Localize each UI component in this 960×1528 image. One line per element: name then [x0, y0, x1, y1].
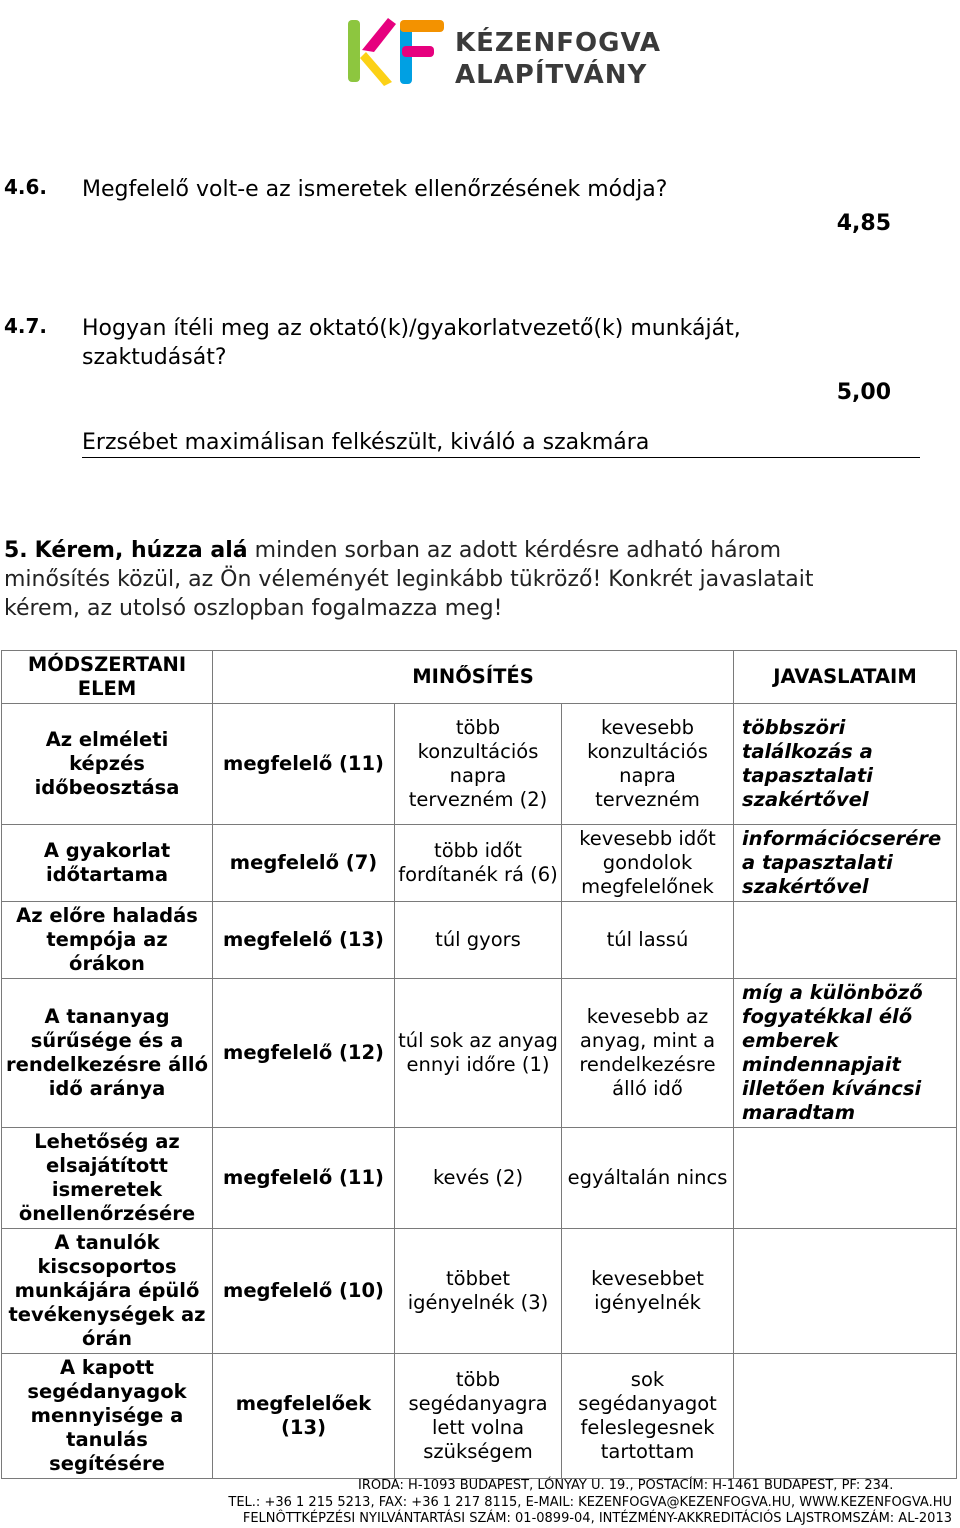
row-rating: megfelelő (12) — [213, 979, 395, 1128]
row-option-1: több segédanyagra lett volna szükségem — [395, 1354, 562, 1479]
row-rating: megfelelőek (13) — [213, 1354, 395, 1479]
row-element: A gyakorlat időtartama — [2, 825, 213, 902]
row-rating: megfelelő (10) — [213, 1229, 395, 1354]
row-option-1: több konzultációs napra tervezném (2) — [395, 704, 562, 825]
table-row — [2, 902, 957, 979]
question-5-intro: 5. Kérem, húzza alá minden sorban az adott kérdésre adható három minősítés közül, az Ön véleményét leginkább tükröző! Konkrét javaslatait kérem, az utolsó oszlopban fogalmazza meg! — [4, 538, 814, 621]
footer-address: IRODA: H-1093 BUDAPEST, LÓNYAY U. 19., POSTACÍM: H-1461 BUDAPEST, PF: 234. — [358, 1478, 894, 1493]
row-element: Az elméleti képzés időbeosztása — [2, 704, 213, 825]
table-header-row — [2, 651, 957, 704]
row-option-1: többet igényelnék (3) — [395, 1229, 562, 1354]
table-row — [2, 1354, 957, 1479]
table-row — [2, 704, 957, 825]
logo-text-line1: KÉZENFOGVA — [455, 28, 661, 58]
row-element: Lehetőség az elsajátított ismeretek önellenőrzésére — [2, 1128, 213, 1229]
row-option-2: kevesebbet igényelnék — [562, 1229, 734, 1354]
row-element: Az előre haladás tempója az órákon — [2, 902, 213, 979]
score-4-7: 5,00 — [836, 380, 891, 405]
header-suggestions: JAVASLATAIM — [734, 651, 957, 704]
question-text-4-7: Hogyan ítéli meg az oktató(k)/gyakorlatvezető(k) munkáját, szaktudását? — [82, 316, 741, 370]
row-rating: megfelelő (7) — [213, 825, 395, 902]
page-footer — [0, 1478, 960, 1528]
row-rating: megfelelő (11) — [213, 704, 395, 825]
row-suggestion — [734, 1229, 957, 1354]
header-element: MÓDSZERTANI ELEM — [2, 651, 213, 704]
table-row — [2, 825, 957, 902]
score-4-6: 4,85 — [836, 211, 891, 236]
question-number-4-6: 4.6. — [4, 175, 48, 199]
row-option-2: sok segédanyagot feleslegesnek tartottam — [562, 1354, 734, 1479]
kf-logo-mark-icon — [340, 6, 450, 90]
row-element: A tanulók kiscsoportos munkájára épülő tevékenységek az órán — [2, 1229, 213, 1354]
row-option-1: több időt fordítanék rá (6) — [395, 825, 562, 902]
row-option-2: kevesebb időt gondolok megfelelőnek — [562, 825, 734, 902]
kezenfogva-logo — [340, 6, 661, 90]
row-option-2: kevesebb konzultációs napra tervezném — [562, 704, 734, 825]
row-option-1: túl sok az anyag ennyi időre (1) — [395, 979, 562, 1128]
row-suggestion — [734, 1128, 957, 1229]
row-option-1: kevés (2) — [395, 1128, 562, 1229]
row-element: A tananyag sűrűsége és a rendelkezésre álló idő aránya — [2, 979, 213, 1128]
table-row — [2, 1229, 957, 1354]
row-suggestion: többszöri találkozás a tapasztalati szakértővel — [734, 704, 957, 825]
table-row — [2, 1128, 957, 1229]
question-number-4-7: 4.7. — [4, 314, 48, 338]
row-option-1: túl gyors — [395, 902, 562, 979]
row-suggestion: míg a különböző fogyatékkal élő emberek mindennapjait illetően kíváncsi maradtam — [734, 979, 957, 1128]
footer-registration: FELNÔTTKÉPZÉSI NYILVÁNTARTÁSI SZÁM: 01-0899-04, INTÉZMÉNY-AKKREDITÁCIÓS LAJSTROMSZÁM: AL-2013 — [242, 1511, 952, 1526]
row-suggestion: információcserére a tapasztalati szakértővel — [734, 825, 957, 902]
row-element: A kapott segédanyagok mennyisége a tanulás segítésére — [2, 1354, 213, 1479]
header-rating: MINŐSÍTÉS — [213, 651, 734, 704]
methodology-table — [1, 650, 957, 1479]
table-row — [2, 979, 957, 1128]
logo-text-line2: ALAPÍTVÁNY — [455, 60, 648, 90]
row-rating: megfelelő (11) — [213, 1128, 395, 1229]
footer-contact: TEL.: +36 1 215 5213, FAX: +36 1 217 8115, E-MAIL: KEZENFOGVA@KEZENFOGVA.HU, WWW.KEZENFOGVA.HU — [228, 1494, 952, 1510]
row-option-2: egyáltalán nincs — [562, 1128, 734, 1229]
row-suggestion — [734, 902, 957, 979]
row-option-2: túl lassú — [562, 902, 734, 979]
row-option-2: kevesebb az anyag, mint a rendelkezésre álló idő — [562, 979, 734, 1128]
row-suggestion — [734, 1354, 957, 1479]
question-text-4-6: Megfelelő volt-e az ismeretek ellenőrzésének módja? — [82, 177, 668, 202]
row-rating: megfelelő (13) — [213, 902, 395, 979]
answer-4-7: Erzsébet maximálisan felkészült, kiváló a szakmára — [82, 430, 920, 458]
